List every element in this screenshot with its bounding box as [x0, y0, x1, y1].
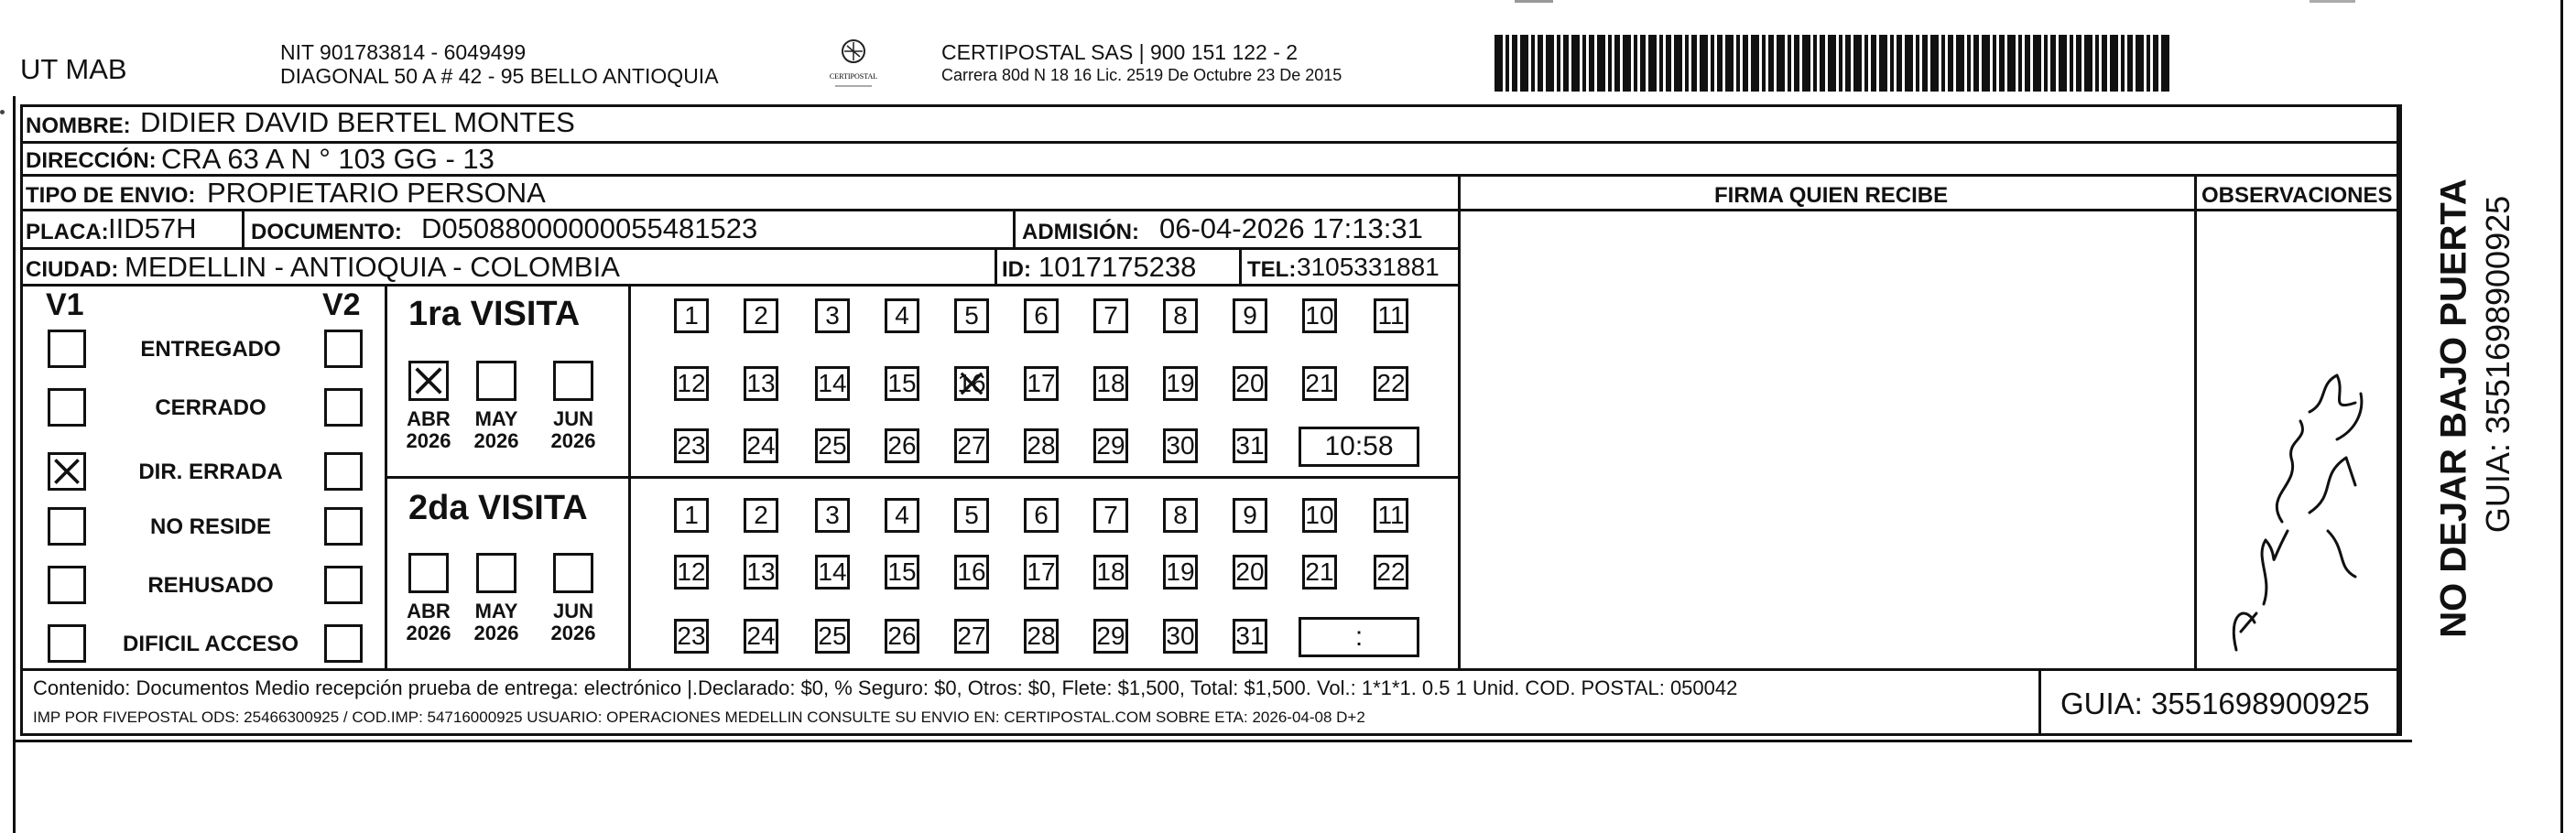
day-box[interactable]: 5 — [954, 298, 989, 333]
placa-label: PLACA: — [26, 220, 109, 244]
barcode-bar — [2033, 35, 2041, 92]
barcode-bar — [1982, 35, 1990, 92]
barcode-bar — [1666, 35, 1671, 92]
svg-text:CERTIPOSTAL: CERTIPOSTAL — [829, 72, 878, 81]
day-box[interactable]: 23 — [674, 619, 709, 654]
page-border-left — [13, 96, 16, 833]
day-box[interactable]: 9 — [1233, 498, 1267, 533]
v1-checkbox[interactable] — [48, 566, 86, 604]
month-label — [469, 600, 524, 644]
carrier-name: CERTIPOSTAL SAS | 900 151 122 - 2 — [941, 40, 1299, 64]
day-box[interactable]: 1 — [674, 298, 709, 333]
status-option-label: NO RESIDE — [149, 514, 272, 539]
day-box[interactable]: 8 — [1163, 298, 1198, 333]
v2-checkbox[interactable] — [324, 330, 363, 368]
tel-label: TEL: — [1247, 257, 1297, 282]
barcode-bar — [1557, 35, 1560, 92]
barcode-bar — [1802, 35, 1810, 92]
month-checkbox[interactable] — [408, 361, 449, 401]
month-year: 2026 — [550, 622, 596, 644]
day-box[interactable]: 21 — [1302, 555, 1337, 590]
day-box[interactable]: 31 — [1233, 619, 1267, 654]
barcode — [1495, 35, 2178, 92]
barcode-bar — [2076, 35, 2081, 92]
barcode-bar — [1897, 35, 1902, 92]
barcode-bar — [1512, 35, 1517, 92]
barcode-bar — [1563, 35, 1569, 92]
day-box[interactable]: 20 — [1233, 555, 1267, 590]
barcode-bar — [1967, 35, 1971, 92]
barcode-bar — [1538, 35, 1543, 92]
sender-address: DIAGONAL 50 A # 42 - 95 BELLO ANTIOQUIA — [280, 64, 719, 88]
day-box[interactable]: 2 — [744, 298, 778, 333]
day-box[interactable]: 15 — [885, 366, 919, 401]
day-box[interactable]: 7 — [1093, 298, 1128, 333]
day-box[interactable]: 2 — [744, 498, 778, 533]
handwritten-signature — [2200, 302, 2383, 668]
barcode-bar — [1828, 35, 1836, 92]
day-box[interactable]: 23 — [674, 428, 709, 463]
status-option-label: ENTREGADO — [140, 337, 281, 362]
column-divider — [2038, 668, 2041, 736]
barcode-bar — [1520, 35, 1528, 92]
day-box[interactable]: 19 — [1163, 366, 1198, 401]
month-name: MAY — [474, 600, 518, 622]
barcode-bar — [1614, 35, 1620, 92]
day-box[interactable]: 29 — [1093, 619, 1128, 654]
status-option-label: DIR. ERRADA — [138, 460, 283, 484]
barcode-bar — [1864, 35, 1868, 92]
barcode-bar — [2007, 35, 2016, 92]
barcode-bar — [1505, 35, 1509, 92]
barcode-bar — [1640, 35, 1646, 92]
barcode-bar — [1871, 35, 1876, 92]
side-guia: GUIA: 3551698900925 — [2479, 195, 2516, 534]
barcode-bar — [2070, 35, 2073, 92]
ciudad-label: CIUDAD: — [26, 257, 119, 282]
barcode-bar — [1916, 35, 1919, 92]
id-value: 1017175238 — [1038, 251, 1197, 283]
barcode-bar — [1839, 35, 1842, 92]
visit1-title: 1ra VISITA — [408, 295, 581, 333]
month-label — [469, 408, 524, 452]
barcode-bar — [1736, 35, 1740, 92]
day-box[interactable]: 3 — [815, 298, 850, 333]
day-box[interactable]: 10 — [1302, 498, 1337, 533]
margin-dot — [0, 110, 5, 114]
column-divider — [995, 247, 997, 284]
direccion-value: CRA 63 A N ° 103 GG - 13 — [161, 143, 495, 175]
v2-checkbox[interactable] — [324, 624, 363, 663]
day-box[interactable]: 27 — [954, 428, 989, 463]
barcode-bar — [1999, 35, 2005, 92]
barcode-bar — [1941, 35, 1945, 92]
barcode-bar — [1623, 35, 1631, 92]
day-box[interactable]: 7 — [1093, 498, 1128, 533]
v2-checkbox[interactable] — [324, 388, 363, 427]
x-mark-icon — [957, 369, 986, 398]
barcode-bar — [1853, 35, 1862, 92]
month-name: ABR — [407, 600, 451, 622]
barcode-bar — [1495, 35, 1503, 92]
barcode-bar — [1608, 35, 1612, 92]
v2-checkbox[interactable] — [324, 507, 363, 546]
ciudad-value: MEDELLIN - ANTIOQUIA - COLOMBIA — [125, 251, 620, 283]
day-box[interactable]: 18 — [1093, 555, 1128, 590]
barcode-bar — [2084, 35, 2092, 92]
status-option-label: DIFICIL ACCESO — [122, 632, 299, 656]
barcode-bar — [2127, 35, 2133, 92]
day-box[interactable]: 22 — [1374, 366, 1408, 401]
footer-print-line: IMP POR FIVEPOSTAL ODS: 25466300925 / COD.IMP: 54716000925 USUARIO: OPERACIONES MEDELLIN CONSULTE SU ENVIO EN: CERTIPOSTAL.COM SOBRE ETA: 2026-04-08 D+2 — [33, 709, 1365, 726]
day-box[interactable]: 15 — [885, 555, 919, 590]
day-box[interactable]: 24 — [744, 619, 778, 654]
direccion-label: DIRECCIÓN: — [26, 148, 157, 173]
day-box[interactable]: 21 — [1302, 366, 1337, 401]
barcode-bar — [1597, 35, 1605, 92]
day-box[interactable]: 6 — [1024, 498, 1059, 533]
barcode-bar — [1546, 35, 1554, 92]
barcode-bar — [1743, 35, 1748, 92]
month-label — [401, 408, 456, 452]
month-checkbox[interactable] — [408, 553, 449, 593]
barcode-bar — [2018, 35, 2022, 92]
barcode-bar — [1700, 35, 1708, 92]
barcode-bar — [2153, 35, 2158, 92]
admision-value: 06-04-2026 17:13:31 — [1159, 212, 1423, 244]
month-label — [546, 600, 601, 644]
page-border-right — [2560, 0, 2563, 833]
v1-checkbox[interactable] — [48, 388, 86, 427]
v1-checkbox[interactable] — [48, 452, 86, 491]
month-year: 2026 — [550, 429, 596, 452]
month-year: 2026 — [406, 429, 451, 452]
barcode-bar — [1589, 35, 1594, 92]
company-name: UT MAB — [20, 53, 127, 85]
day-box[interactable]: 12 — [674, 555, 709, 590]
barcode-bar — [1685, 35, 1689, 92]
barcode-bar — [2059, 35, 2067, 92]
time-box[interactable]: : — [1299, 617, 1419, 657]
barcode-bar — [2161, 35, 2169, 92]
barcode-bar — [2147, 35, 2150, 92]
month-name: MAY — [474, 407, 518, 430]
v2-checkbox[interactable] — [324, 566, 363, 604]
day-box[interactable]: 18 — [1093, 366, 1128, 401]
barcode-bar — [1674, 35, 1682, 92]
nombre-label: NOMBRE: — [26, 114, 131, 138]
certipostal-logo — [822, 37, 885, 92]
month-name: JUN — [552, 600, 593, 622]
day-box[interactable]: 30 — [1163, 428, 1198, 463]
id-label: ID: — [1002, 257, 1031, 282]
day-box[interactable]: 30 — [1163, 619, 1198, 654]
day-box[interactable]: 22 — [1374, 555, 1408, 590]
day-box[interactable]: 4 — [885, 298, 919, 333]
status-option-label: REHUSADO — [147, 573, 274, 598]
day-box[interactable]: 28 — [1024, 619, 1059, 654]
barcode-bar — [1905, 35, 1913, 92]
day-box[interactable]: 10 — [1302, 298, 1337, 333]
day-box[interactable]: 11 — [1374, 298, 1408, 333]
day-box[interactable]: 11 — [1374, 498, 1408, 533]
tipo-envio-value: PROPIETARIO PERSONA — [207, 177, 546, 209]
documento-value: D05088000000055481523 — [421, 212, 758, 244]
barcode-bar — [2050, 35, 2056, 92]
row-divider — [20, 284, 1458, 287]
barcode-bar — [1648, 35, 1657, 92]
barcode-bar — [1794, 35, 1799, 92]
barcode-bar — [1813, 35, 1817, 92]
barcode-bar — [1820, 35, 1825, 92]
barcode-bar — [2110, 35, 2118, 92]
day-box[interactable]: 26 — [885, 428, 919, 463]
nombre-value: DIDIER DAVID BERTEL MONTES — [140, 106, 575, 138]
row-divider — [2194, 209, 2399, 211]
footer-content-line: Contenido: Documentos Medio recepción prueba de entrega: electrónico |.Declarado: $0, % Seguro: $0, Otros: $0, Flete: $1,500, Total: $1,500. Vol.: 1*1*1. 0.5 1 Unid. COD. POSTAL: 050042 — [33, 676, 1738, 699]
barcode-bar — [2095, 35, 2099, 92]
barcode-bar — [1711, 35, 1714, 92]
barcode-bar — [1956, 35, 1964, 92]
v1-checkbox[interactable] — [48, 330, 86, 368]
month-year: 2026 — [406, 622, 451, 644]
day-box[interactable]: 17 — [1024, 555, 1059, 590]
barcode-bar — [1659, 35, 1663, 92]
month-year: 2026 — [473, 429, 519, 452]
month-checkbox[interactable] — [476, 553, 516, 593]
month-name: ABR — [407, 407, 451, 430]
month-label — [401, 600, 456, 644]
barcode-bar — [1725, 35, 1734, 92]
carrier-license: Carrera 80d N 18 16 Lic. 2519 De Octubre 23 De 2015 — [941, 66, 1342, 84]
scan-mark — [1515, 0, 1553, 3]
v1-checkbox[interactable] — [48, 624, 86, 663]
column-divider — [2194, 174, 2197, 668]
month-checkbox[interactable] — [553, 361, 593, 401]
column-divider — [242, 209, 245, 247]
day-box[interactable]: 4 — [885, 498, 919, 533]
barcode-bar — [1762, 35, 1766, 92]
page-border-bottom — [13, 740, 2412, 742]
day-box[interactable]: 12 — [674, 366, 709, 401]
x-mark-icon — [50, 455, 83, 488]
month-label — [546, 408, 601, 452]
x-mark-icon — [411, 363, 446, 398]
day-box[interactable]: 14 — [815, 555, 850, 590]
day-box[interactable]: 13 — [744, 555, 778, 590]
barcode-bar — [1571, 35, 1580, 92]
v2-label: V2 — [322, 287, 361, 322]
row-divider — [20, 668, 2399, 671]
day-box[interactable]: 17 — [1024, 366, 1059, 401]
barcode-bar — [1973, 35, 1979, 92]
barcode-bar — [1691, 35, 1697, 92]
column-divider — [1458, 174, 1461, 668]
column-divider — [1239, 247, 1242, 284]
tel-value: 3105331881 — [1297, 253, 1440, 281]
day-box[interactable]: 25 — [815, 619, 850, 654]
day-box[interactable]: 14 — [815, 366, 850, 401]
day-box[interactable]: 29 — [1093, 428, 1128, 463]
day-box[interactable]: 19 — [1163, 555, 1198, 590]
barcode-bar — [1717, 35, 1723, 92]
barcode-bar — [2121, 35, 2125, 92]
day-box[interactable]: 3 — [815, 498, 850, 533]
barcode-bar — [1930, 35, 1939, 92]
barcode-bar — [1751, 35, 1759, 92]
firma-label: FIRMA QUIEN RECIBE — [1714, 183, 1949, 208]
barcode-bar — [1582, 35, 1586, 92]
admision-label: ADMISIÓN: — [1022, 220, 1139, 244]
footer-guia: GUIA: 3551698900925 — [2060, 687, 2370, 720]
day-box[interactable]: 16 — [954, 555, 989, 590]
column-divider — [1013, 209, 1016, 247]
barcode-bar — [1879, 35, 1887, 92]
barcode-bar — [1777, 35, 1785, 92]
day-box[interactable]: 6 — [1024, 298, 1059, 333]
time-box[interactable]: 10:58 — [1299, 427, 1419, 467]
day-box[interactable]: 5 — [954, 498, 989, 533]
barcode-bar — [1634, 35, 1637, 92]
day-box[interactable]: 28 — [1024, 428, 1059, 463]
month-year: 2026 — [473, 622, 519, 644]
day-box[interactable]: 24 — [744, 428, 778, 463]
observaciones-label: OBSERVACIONES — [2201, 183, 2393, 208]
barcode-bar — [1768, 35, 1774, 92]
barcode-bar — [1788, 35, 1791, 92]
barcode-bar — [1531, 35, 1535, 92]
v1-checkbox[interactable] — [48, 507, 86, 546]
placa-value: IID57H — [108, 212, 197, 244]
day-box[interactable]: 31 — [1233, 428, 1267, 463]
month-name: JUN — [552, 407, 593, 430]
day-box[interactable]: 8 — [1163, 498, 1198, 533]
documento-label: DOCUMENTO: — [251, 220, 402, 244]
v1-label: V1 — [46, 287, 84, 322]
barcode-bar — [2102, 35, 2107, 92]
column-divider — [2399, 104, 2402, 736]
barcode-bar — [1845, 35, 1851, 92]
tipo-envio-label: TIPO DE ENVIO: — [26, 183, 196, 208]
month-checkbox[interactable] — [553, 553, 593, 593]
barcode-bar — [2025, 35, 2030, 92]
nit-text: NIT 901783814 - 6049499 — [280, 40, 527, 64]
day-box[interactable]: 9 — [1233, 298, 1267, 333]
month-checkbox[interactable] — [476, 361, 516, 401]
barcode-bar — [1993, 35, 1996, 92]
day-box[interactable]: 16 — [954, 366, 989, 401]
row-divider — [20, 247, 1458, 250]
barcode-bar — [2136, 35, 2144, 92]
day-box[interactable]: 27 — [954, 619, 989, 654]
v2-checkbox[interactable] — [324, 452, 363, 491]
day-box[interactable]: 1 — [674, 498, 709, 533]
day-box[interactable]: 25 — [815, 428, 850, 463]
no-dejar-warning: NO DEJAR BAJO PUERTA — [2433, 178, 2474, 638]
visit2-title: 2da VISITA — [408, 489, 588, 527]
visit-divider — [385, 476, 1458, 479]
barcode-bar — [1890, 35, 1894, 92]
day-box[interactable]: 13 — [744, 366, 778, 401]
day-box[interactable]: 20 — [1233, 366, 1267, 401]
scan-mark — [2310, 0, 2355, 3]
barcode-bar — [2044, 35, 2048, 92]
barcode-bar — [1948, 35, 1953, 92]
barcode-bar — [1922, 35, 1928, 92]
day-box[interactable]: 26 — [885, 619, 919, 654]
status-option-label: CERRADO — [155, 395, 266, 420]
